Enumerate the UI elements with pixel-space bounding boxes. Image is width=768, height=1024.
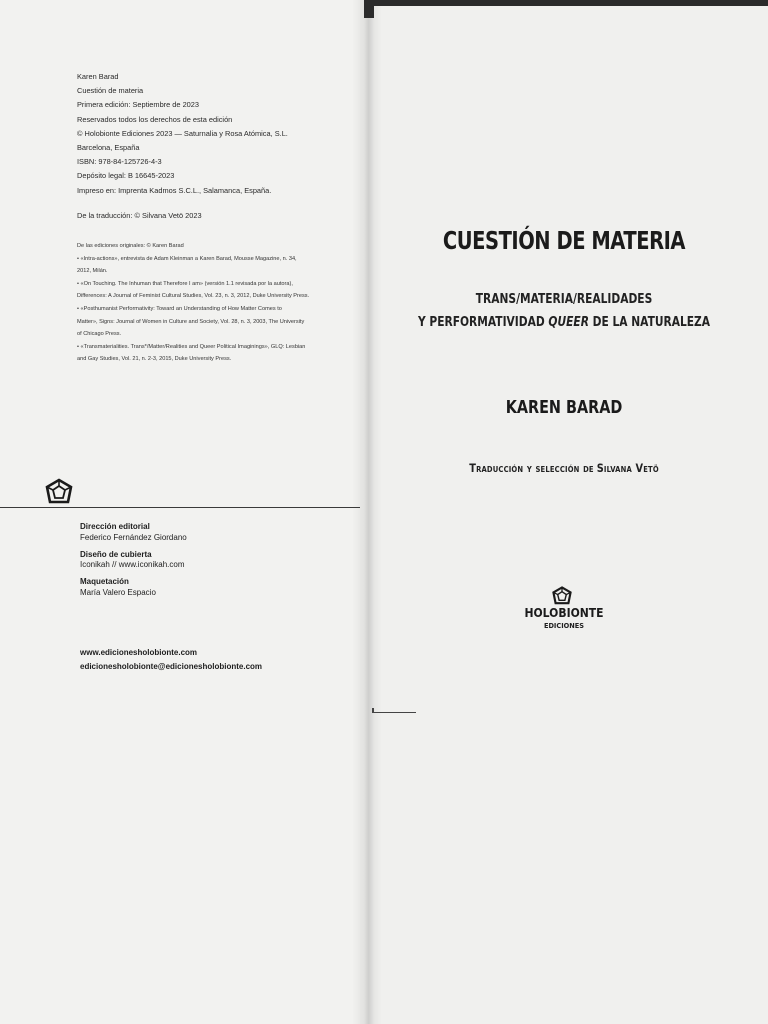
credits [80, 522, 350, 605]
publisher-name: HOLOBIONTE [524, 606, 604, 620]
colophon-line: Reservados todos los derechos de esta edición [77, 114, 233, 124]
book-subtitle-line-2 [397, 315, 732, 330]
colophon-line: Cuestión de materia [77, 86, 144, 96]
colophon-line: Primera edición: Septiembre de 2023 [77, 100, 200, 110]
credit-value: Federico Fernández Giordano [80, 532, 187, 542]
colophon-line: Barcelona, España [77, 143, 140, 153]
credit-label: Maquetación [80, 577, 129, 587]
original-edition-line: Differences: A Journal of Feminist Cultural Studies, Vol. 23, n. 3, 2012, Duke University Press. [77, 293, 310, 300]
original-edition-line: of Chicago Press. [77, 331, 122, 338]
original-edition-line: 2012, Milán. [77, 268, 108, 275]
credit-cover [80, 550, 350, 572]
colophon-line: Karen Barad [77, 72, 119, 81]
publisher-subtitle: EDICIONES [543, 622, 585, 630]
credit-label: Dirección editorial [80, 522, 150, 531]
contact-links [80, 646, 262, 673]
original-edition-line: • «On Touching. The Inhuman that Therefore I am» (versión 1.1 revisada por la autora), [77, 280, 293, 287]
colophon-line: Impreso en: Imprenta Kadmos S.C.L., Salamanca, España. [77, 185, 272, 195]
translator-prefix: Traducción y selección de [469, 461, 594, 475]
credit-label: Diseño de cubierta [80, 549, 152, 559]
holobionte-logo-icon [44, 478, 74, 506]
book-subtitle-line-1: TRANS/MATERIA/REALIDADES [475, 292, 653, 307]
translator-credit [391, 461, 738, 475]
section-divider [0, 507, 360, 508]
original-edition-line: Matter», Signs: Journal of Women in Culture and Society, Vol. 28, n. 3, 2003, The University [77, 318, 305, 325]
translator-name: Silvana Vetö [596, 461, 659, 475]
colophon [77, 70, 347, 198]
email-link[interactable]: edicionesholobionte@edicionesholobionte.com [80, 661, 263, 671]
original-edition-line: • «Transmaterialities. Trans*/Matter/Realities and Queer Political Imaginings», GLQ: Lesbian [77, 343, 306, 350]
page-mark [372, 712, 416, 713]
website-link[interactable]: www.edicionesholobionte.com [80, 648, 198, 657]
original-edition-line: and Gay Studies, Vol. 21, n. 2-3, 2015, Duke University Press. [77, 356, 232, 363]
credit-value: María Valero Espacio [80, 587, 156, 597]
translation-credit: De la traducción: © Silvana Vetö 2023 [77, 211, 202, 220]
credit-layout [80, 577, 350, 599]
holobionte-logo-icon [551, 586, 573, 606]
original-edition-line: • «Intra-actions», entrevista de Adam Kleinman a Karen Barad, Mousse Magazine, n. 34, [77, 255, 297, 262]
original-editions [77, 240, 347, 366]
subtitle-text: DE LA NATURALEZA [592, 315, 711, 330]
right-page [360, 0, 768, 1024]
credit-value: Iconikah // www.iconikah.com [80, 560, 185, 570]
credit-editorial [80, 522, 350, 544]
subtitle-text: Y PERFORMATIVIDAD [417, 315, 545, 330]
book-title: CUESTIÓN DE MATERIA [442, 226, 686, 255]
colophon-line: ISBN: 978-84-125726-4-3 [77, 157, 162, 167]
original-edition-line: De las ediciones originales: © Karen Barad [77, 243, 184, 249]
original-edition-line: • «Posthumanist Performativity: Toward an Understanding of How Matter Comes to [77, 305, 282, 312]
book-gutter [352, 0, 382, 1024]
page-top-edge [364, 0, 768, 6]
subtitle-italic: QUEER [548, 315, 589, 330]
author-name: KAREN BARAD [505, 397, 623, 418]
colophon-line: Depósito legal: B 16645-2023 [77, 171, 175, 181]
colophon-line: © Holobionte Ediciones 2023 — Saturnalia y Rosa Atómica, S.L. [77, 128, 288, 138]
